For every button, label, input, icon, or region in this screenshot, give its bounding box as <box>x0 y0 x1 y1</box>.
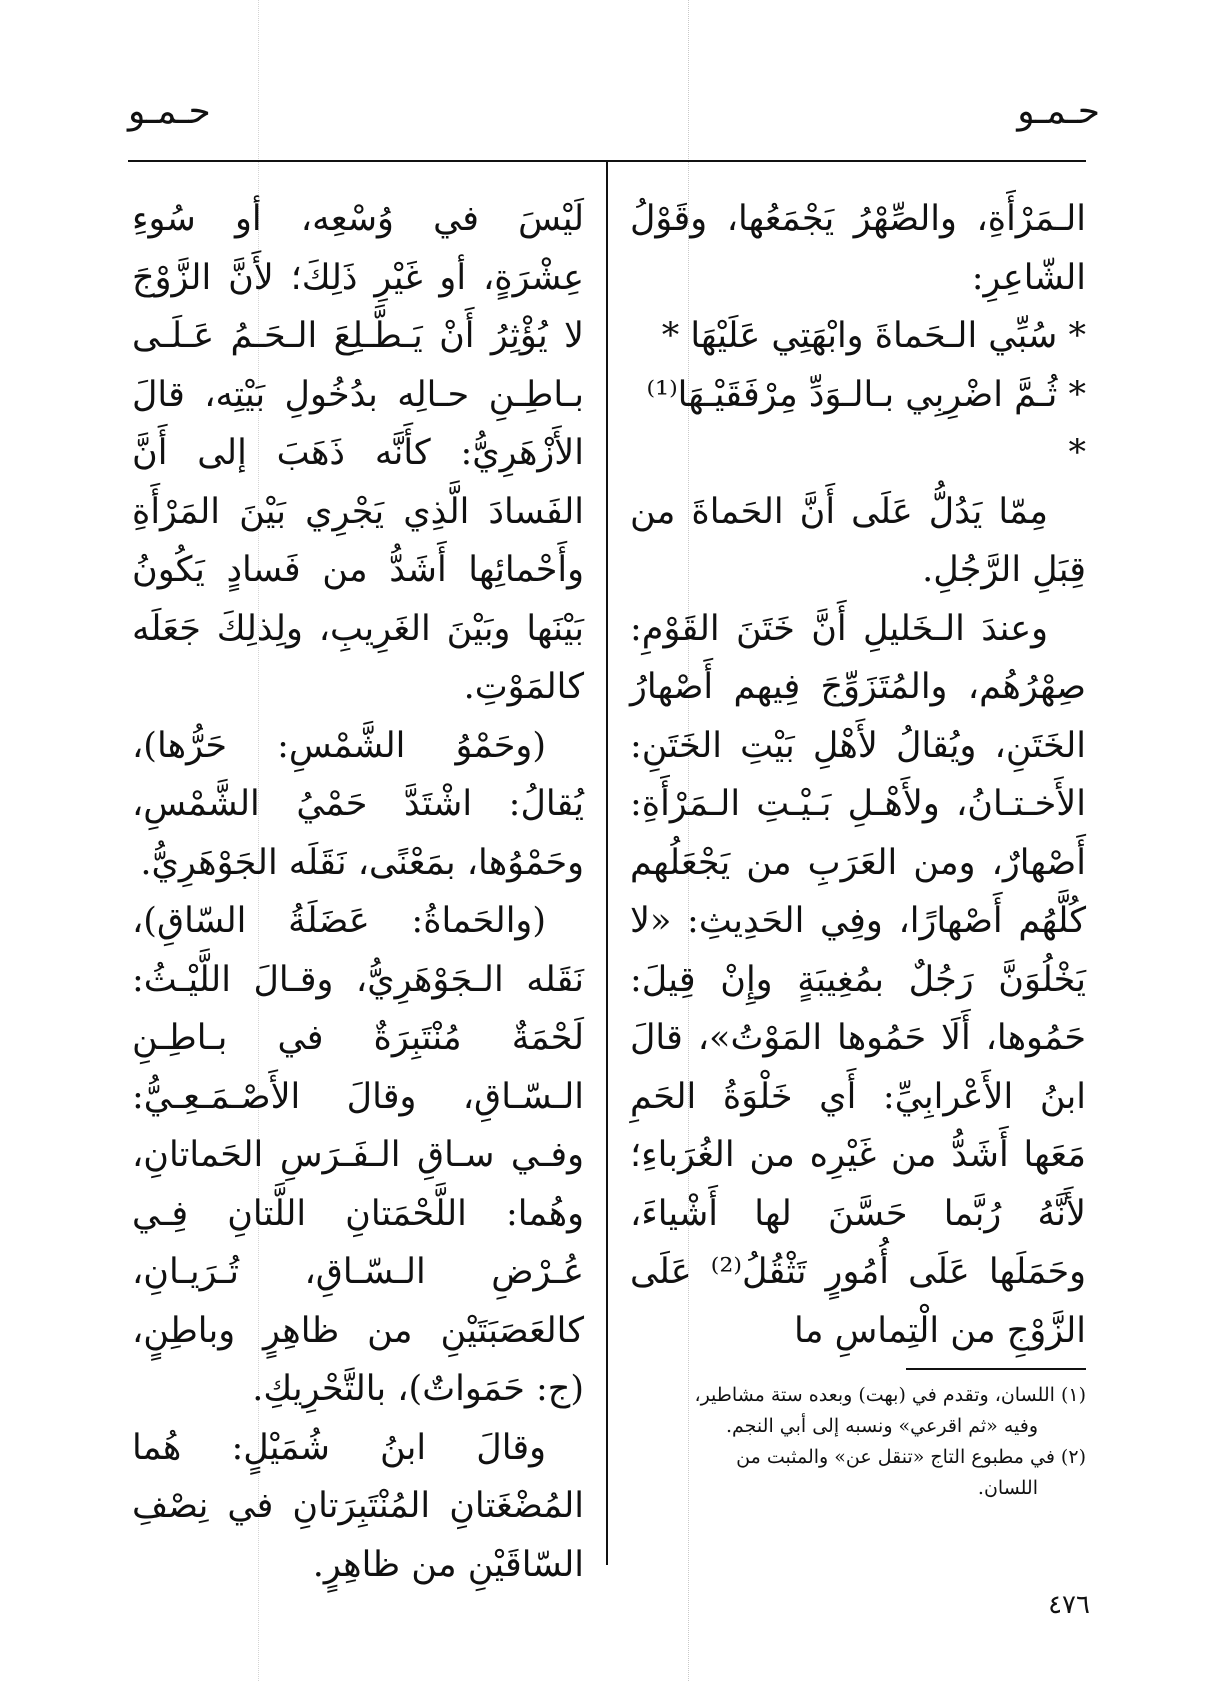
left-column <box>132 190 584 1594</box>
paragraph: (وحَمْوُ الشَّمْسِ: حَرُّها)، يُقالُ: اشْتَدَّ حَمْيُ الشَّمْسِ، وحَمْوُها، بمَعْنًى، نَقَلَه الجَوْهَرِيُّ. <box>132 725 584 883</box>
right-column <box>630 190 1086 1360</box>
page-number: ٤٧٦ <box>1048 1590 1090 1620</box>
footnotes <box>656 1380 1086 1504</box>
running-head-right: حـمـو <box>1017 91 1100 132</box>
column-divider <box>606 160 608 1565</box>
poetry-verse: * ثُـمَّ اضْرِبِي بـالـوَدِّ مِرْفَقَيْـهَا⁽¹⁾ * <box>646 374 1086 473</box>
paragraph: وعندَ الـخَليلِ أَنَّ خَتَنَ القَوْمِ: صِهْرُهُم، والمُتَزَوِّجَ فِيهم أَصْهارُ الخَتَنِ، ويُقالُ لأَهْلِ بَيْتِ الخَتَنِ: الأَخـتـانُ، ولأَهْـلِ بَـيْـتِ الـمَرْأَةِ: أَصْهارٌ، ومن العَرَبِ من يَجْعَلُهم كُلَّهُم أَصْهارًا، وفِي الحَدِيثِ: «لا يَخْلُوَنَّ رَجُلٌ بمُغِيبَةٍ وإِنْ قِيلَ: حَمُوها، أَلَا حَمُوها المَوْتُ»، قالَ ابنُ الأَعْرابِيِّ: أَي خَلْوَةُ الحَمِ مَعَها أَشَدُّ من غَيْرِه من الغُرَباءِ؛ لأَنَّهُ رُبَّما حَسَّنَ لها أَشْياءَ، وحَمَلَها عَلَى أُمُورٍ تَثْقُلُ⁽²⁾ عَلَى الزَّوْجِ من الْتِماسِ ما <box>630 608 1086 1351</box>
paragraph: وقالَ ابنُ شُمَيْلٍ: هُما المُضْغَتانِ المُنْتَبِرَتانِ في نِصْفِ السّاقَيْنِ من ظاهِرٍ. <box>132 1427 584 1585</box>
footnote-1: (١) اللسان، وتقدم في (بهت) وبعده ستة مشاطير، <box>694 1384 1086 1406</box>
footnote-1-continuation: وفيه «ثم اقرعي» ونسبه إلى أبي النجم. <box>725 1415 1038 1437</box>
paragraph: (والحَماةُ: عَضَلَةُ السّاقِ)، نَقَله الـجَوْهَرِيُّ، وقـالَ اللَّيْـثُ: لَحْمَةٌ مُنْتَبِرَةٌ في بـاطِـنِ الـسّـاقِ، وقالَ الأَصْـمَـعِـيُّ: وفـي سـاقِ الـفَـرَسِ الحَماتانِ، وهُما: اللَّحْمَتانِ اللَّتانِ فِـي عُـرْضِ الـسّـاقِ، تُـرَيـانِ، كالعَصَبَتَيْنِ من ظاهِرٍ وباطِنٍ، (ج: حَمَواتٌ)، بالتَّحْرِيكِ. <box>132 901 584 1409</box>
footnote-rule <box>906 1368 1086 1370</box>
running-head-left: حـمـو <box>128 91 211 132</box>
poetry-verse: * سُبِّي الـحَماةَ وابْهَتِي عَلَيْهَا * <box>661 316 1086 356</box>
paragraph: الـمَرْأَةِ، والصِّهْرُ يَجْمَعُها، وقَوْلُ الشّاعِرِ: <box>630 199 1086 298</box>
footnote-2: (٢) في مطبوع التاج «تنقل عن» والمثبت من <box>736 1446 1086 1468</box>
paragraph: لَيْسَ في وُسْعِه، أو سُوءِ عِشْرَةٍ، أو غَيْرِ ذَلِكَ؛ لأَنَّ الزَّوْجَ لا يُؤْثِرُ أَنْ يَـطَّـلِعَ الـحَـمُ عَـلَـى بـاطِـنِ حـالِه بدُخُولِ بَيْتِه، قالَ الأَزْهَرِيُّ: كأَنَّه ذَهَبَ إلى أَنَّ الفَسادَ الَّذِي يَجْرِي بَيْنَ المَرْأَةِ وأَحْمائِها أَشَدُّ من فَسادٍ يَكُونُ بَيْنَها وبَيْنَ الغَرِيبِ، ولِذلِكَ جَعَلَه كالمَوْتِ. <box>132 199 584 707</box>
footnote-2-continuation: اللسان. <box>977 1477 1038 1499</box>
paragraph: مِمّا يَدُلُّ عَلَى أَنَّ الحَماةَ من قِبَلِ الرَّجُلِ. <box>630 491 1086 590</box>
